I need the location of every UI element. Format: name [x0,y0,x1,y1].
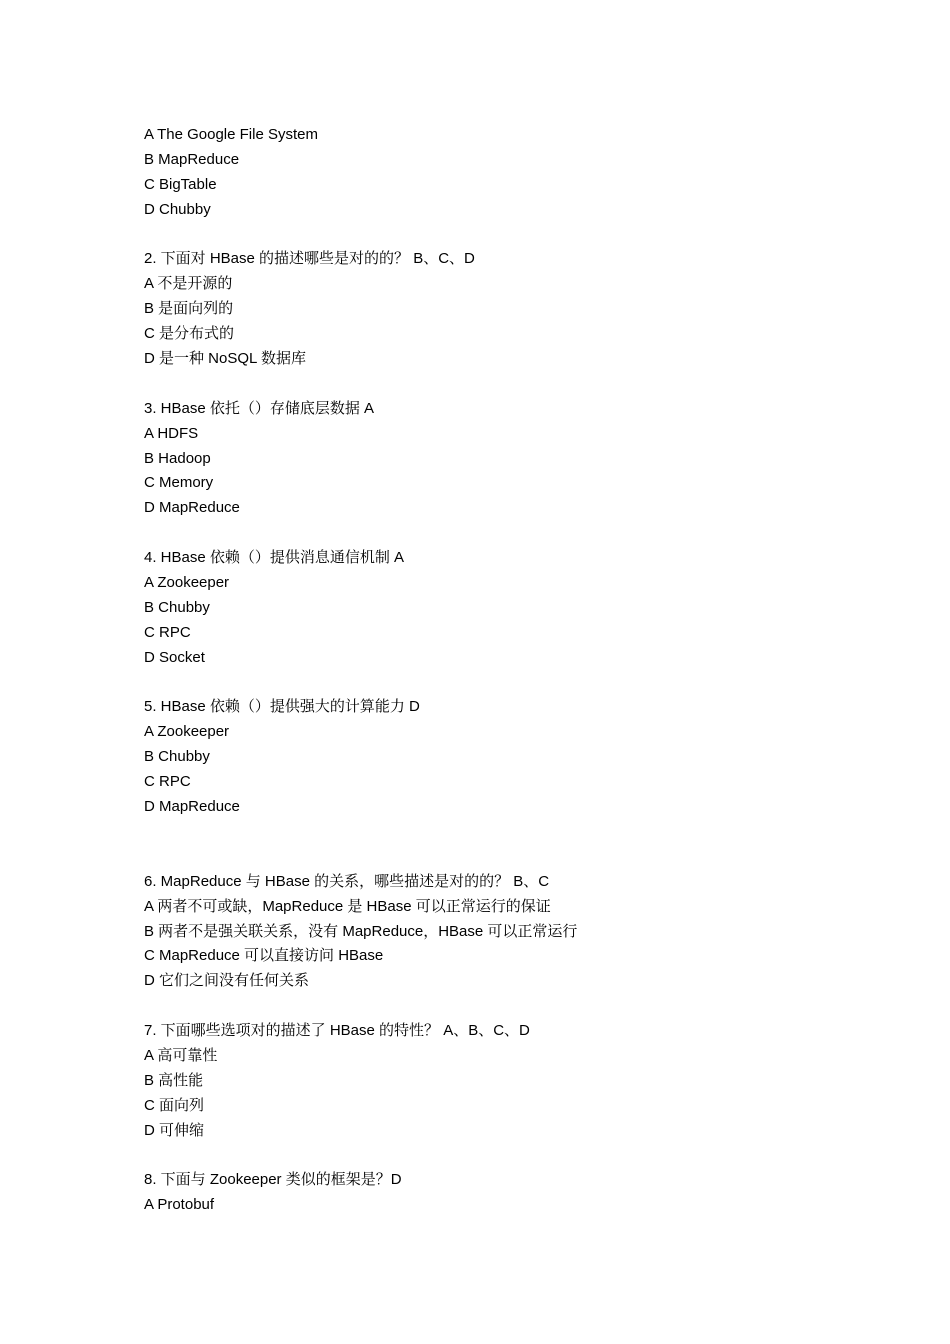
option: A Protobuf [144,1196,215,1214]
option: B 是面向列的 [144,300,234,318]
question-6 [144,870,824,994]
option: C BigTable [144,175,217,193]
spacer [144,1144,824,1169]
option: C 是分布式的 [144,325,235,343]
question-3 [144,397,824,521]
option: B Chubby [144,598,210,616]
spacer [144,372,824,397]
option: A Zookeeper [144,723,230,741]
question-text: 2. 下面对 HBase 的描述哪些是对的的？ B、C、D [144,250,475,268]
option: C RPC [144,773,191,791]
spacer [144,994,824,1019]
question-text: 7. 下面哪些选项对的描述了 HBase 的特性？ A、B、C、D [144,1022,530,1040]
option: C 面向列 [144,1096,205,1114]
option: D 是一种 NoSQL 数据库 [144,350,306,368]
question-text: 4. HBase 依赖（）提供消息通信机制 A [144,549,405,567]
option: D MapReduce [144,499,240,517]
option: D Socket [144,648,205,666]
option: D 它们之间没有任何关系 [144,972,310,990]
option: A 高可靠性 [144,1046,218,1064]
option: C MapReduce 可以直接访问 HBase [144,947,384,965]
spacer [144,671,824,696]
question-1-options [144,123,824,223]
option: D Chubby [144,200,211,218]
option: A 不是开源的 [144,275,233,293]
option: B 高性能 [144,1071,204,1089]
spacer [144,820,824,870]
option: A Zookeeper [144,574,230,592]
option: B Chubby [144,748,210,766]
question-text: 5. HBase 依赖（）提供强大的计算能力 D [144,698,420,716]
question-2 [144,247,824,371]
option: A 两者不可或缺，MapReduce 是 HBase 可以正常运行的保证 [144,897,551,915]
question-text: 3. HBase 依托（）存储底层数据 A [144,399,375,417]
option: B 两者不是强关联关系，没有 MapReduce，HBase 可以正常运行 [144,922,578,940]
option: C RPC [144,623,191,641]
question-5 [144,695,824,819]
question-4 [144,546,824,670]
question-8 [144,1168,824,1218]
option: A The Google File System [144,126,318,143]
option: D MapReduce [144,798,240,816]
question-text: 6. MapReduce 与 HBase 的关系，哪些描述是对的的？ B、C [144,872,550,890]
spacer [144,223,824,248]
question-7 [144,1019,824,1143]
option: B Hadoop [144,449,211,467]
option: A HDFS [144,424,199,442]
option: B MapReduce [144,150,240,168]
quiz-content [144,123,824,1218]
question-text: 8. 下面与 Zookeeper 类似的框架是？D [144,1171,402,1189]
option: C Memory [144,474,214,492]
spacer [144,521,824,546]
option: D 可伸缩 [144,1121,205,1139]
